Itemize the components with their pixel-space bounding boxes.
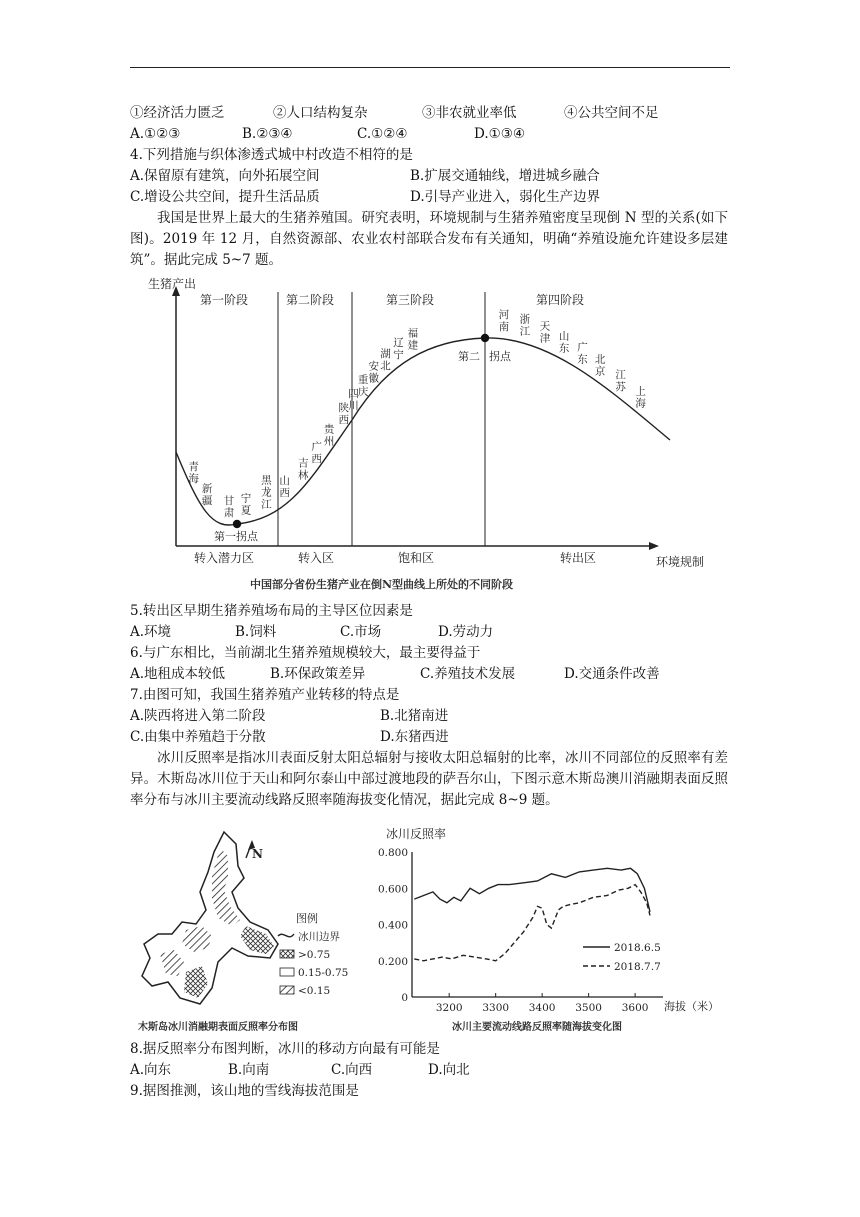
legend-high-label: >0.75: [298, 949, 331, 961]
svg-text:川: 川: [348, 400, 359, 412]
stage-label-4: 第四阶段: [536, 293, 585, 307]
province-label: [324, 422, 336, 447]
svg-text:福: 福: [407, 327, 419, 340]
svg-text:上: 上: [635, 385, 646, 398]
q7-option-c: C.由集中养殖趋于分散: [130, 729, 266, 745]
north-label: N: [252, 847, 263, 861]
first-turning-point: [233, 520, 241, 528]
legend-low-label: <0.15: [298, 985, 331, 997]
svg-text:州: 州: [323, 435, 335, 448]
q7-stem-text: 7.由图可知，我国生猪养殖产业转移的特点是: [130, 687, 400, 703]
svg-text:东: 东: [558, 342, 570, 355]
q7-option-d: D.东猪西进: [380, 729, 449, 745]
svg-text:辽: 辽: [393, 336, 404, 349]
province-label: [369, 359, 380, 384]
map-caption: 木斯岛冰川消融期表面反照率分布图: [138, 1022, 298, 1033]
svg-text:宁: 宁: [393, 348, 404, 361]
svg-text:津: 津: [539, 332, 551, 345]
svg-text:建: 建: [407, 339, 419, 352]
y-tick-label: 0: [401, 992, 408, 1004]
q8-option-d: D.向北: [428, 1062, 470, 1078]
province-label: [224, 494, 235, 519]
province-label: [520, 312, 531, 337]
zone-label-1: 转入潜力区: [194, 551, 255, 565]
x-tick-label: 3400: [528, 1002, 556, 1014]
y-tick-label: 0.400: [378, 919, 408, 932]
province-label: [540, 321, 551, 345]
legend-series-1: 2018.6.5: [614, 942, 661, 954]
province-label: [393, 337, 404, 361]
province-label: [279, 474, 290, 499]
q5-option-a: A.环境: [130, 624, 172, 640]
legend-boundary-icon: [278, 934, 294, 937]
x-tick-label: 3300: [482, 1002, 510, 1014]
svg-text:庆: 庆: [357, 385, 369, 398]
province-label: [380, 347, 391, 372]
svg-text:贵: 贵: [323, 423, 335, 436]
province-labels: [188, 309, 646, 519]
x-tick-label: 3600: [621, 1002, 649, 1014]
chart-caption: 冰川主要流动线路反照率随海拔变化图: [452, 1022, 622, 1033]
q5-option-c: C.市场: [340, 624, 382, 640]
legend-series-2: 2018.7.7: [614, 961, 661, 973]
legend-high-swatch: [280, 950, 294, 958]
province-label: [615, 369, 626, 393]
svg-text:天: 天: [539, 320, 551, 333]
province-label: [188, 460, 199, 485]
svg-text:西: 西: [279, 487, 290, 500]
figure1-caption: 中国部分省份生猪产业在倒N型曲线上所处的不同阶段: [250, 578, 514, 591]
zone-label-2: 转入区: [298, 551, 335, 565]
x-axis-label: 环境规制: [656, 555, 705, 569]
svg-text:徽: 徽: [368, 372, 379, 385]
svg-text:海: 海: [635, 397, 646, 410]
svg-text:吉: 吉: [298, 457, 309, 470]
series-line-2018-6-5: [414, 868, 650, 912]
q3-statement-2: ②人口结构复杂: [273, 105, 368, 121]
q8-stem-text: 8.据反照率分布图判断，冰川的移动方向最有可能是: [130, 1041, 440, 1057]
province-label: [298, 457, 309, 482]
svg-text:山: 山: [558, 330, 570, 343]
svg-text:黑: 黑: [261, 474, 272, 487]
q4-stem-text: 4.下列措施与织体渗透式城中村改造不相符的是: [130, 147, 413, 163]
svg-text:北: 北: [594, 353, 606, 366]
svg-text:甘: 甘: [223, 495, 235, 507]
q6-stem-text: 6.与广东相比，当前湖北生猪养殖规模较大，最主要得益于: [130, 645, 481, 661]
svg-text:青: 青: [188, 461, 199, 474]
albedo-altitude-chart: [378, 822, 738, 1038]
stage-label-1: 第一阶段: [200, 293, 249, 307]
svg-text:夏: 夏: [240, 504, 252, 517]
svg-text:湖: 湖: [380, 347, 391, 360]
legend-mid-swatch: [280, 968, 294, 976]
q6-option-a: A.地租成本较低: [130, 666, 226, 682]
q3-statement-1: ①经济活力匮乏: [130, 105, 225, 121]
q3-statement-4: ④公共空间不足: [564, 105, 659, 121]
zone-label-3: 饱和区: [398, 551, 435, 565]
q3-option-d: D.①③④: [474, 126, 525, 142]
legend-low-swatch: [280, 986, 294, 994]
svg-text:宁: 宁: [240, 492, 252, 505]
svg-text:浙: 浙: [519, 313, 531, 326]
q3-option-a: A.①②③: [130, 126, 181, 142]
province-label: [499, 309, 510, 333]
chart-y-label: 冰川反照率: [386, 827, 447, 841]
svg-text:河: 河: [498, 308, 510, 321]
q6-option-c: C.养殖技术发展: [420, 666, 516, 682]
legend-title: 图例: [296, 912, 318, 925]
province-label: [408, 326, 419, 351]
q6-option-b: B.环保政策差异: [270, 666, 366, 682]
svg-text:疆: 疆: [201, 495, 213, 507]
x-tick-label: 3200: [435, 1002, 463, 1014]
province-label: [241, 492, 252, 517]
q6-option-d: D.交通条件改善: [564, 666, 660, 682]
province-label: [261, 474, 272, 510]
q5-option-b: B.饲料: [235, 624, 277, 640]
svg-text:江: 江: [519, 325, 531, 338]
y-tick-label: 0.600: [378, 883, 408, 896]
q4-option-d: D.引导产业进入，弱化生产边界: [410, 189, 601, 205]
header-rule: [130, 67, 730, 68]
q3-option-b: B.②③④: [242, 126, 293, 142]
svg-text:江: 江: [261, 498, 272, 511]
svg-text:苏: 苏: [615, 381, 626, 394]
svg-text:林: 林: [298, 469, 309, 482]
svg-text:广: 广: [311, 440, 322, 453]
q8-option-a: A.向东: [130, 1062, 172, 1078]
svg-text:南: 南: [498, 320, 510, 333]
q7-option-b: B.北猪南进: [380, 708, 449, 724]
stage-label-3: 第三阶段: [386, 293, 435, 307]
chart-ticks: [378, 847, 648, 1014]
inverted-n-figure: [140, 270, 740, 600]
legend-mid-label: 0.15-0.75: [298, 967, 349, 979]
svg-text:西: 西: [338, 414, 349, 427]
svg-text:陕: 陕: [338, 402, 349, 415]
svg-text:龙: 龙: [261, 486, 272, 499]
y-axis-label: 生猪产出: [148, 277, 197, 291]
svg-text:东: 东: [577, 353, 588, 366]
province-label: [577, 340, 588, 365]
province-label: [559, 329, 570, 354]
q7-option-a: A.陕西将进入第二阶段: [130, 708, 266, 724]
y-tick-label: 0.200: [378, 955, 408, 968]
q4-option-c: C.增设公共空间，提升生活品质: [130, 189, 320, 205]
svg-text:海: 海: [188, 473, 199, 486]
svg-text:新: 新: [201, 483, 213, 495]
zone-label-4: 转出区: [560, 551, 597, 565]
q4-option-b: B.扩展交通轴线，增进城乡融合: [410, 168, 600, 184]
chart-x-label: 海拔（米）: [664, 1000, 719, 1013]
province-label: [358, 373, 369, 398]
glacier-albedo-map: [128, 826, 368, 1038]
svg-text:四: 四: [348, 388, 359, 400]
province-label: [202, 483, 213, 507]
intro-paragraph-glacier: 冰川反照率是指冰川表面反射太阳总辐射与接收太阳总辐射的比率，冰川不同部位的反照率有差异。木斯岛冰川位于天山和阿尔泰山中部过渡地段的萨吾尔山，下图示意木斯岛澳川消融期表面反照率分布与冰川主要流动线路反照率随海拔变化情况，据此完成 8~9 题。: [130, 750, 728, 808]
q8-option-c: C.向西: [331, 1062, 373, 1078]
y-tick-label: 0.800: [378, 847, 408, 859]
second-turning-point-label-b: 拐点: [489, 350, 511, 363]
q8-option-b: B.向南: [228, 1062, 270, 1078]
q4-option-a: A.保留原有建筑，向外拓展空间: [130, 168, 320, 184]
province-label: [595, 354, 606, 378]
q5-option-d: D.劳动力: [438, 624, 494, 640]
svg-text:肃: 肃: [223, 507, 235, 519]
q5-stem-text: 5.转出区早期生猪养殖场布局的主导区位因素是: [130, 603, 413, 619]
q3-statement-3: ③非农就业率低: [422, 105, 517, 121]
first-turning-point-label: 第一拐点: [214, 530, 258, 543]
province-label: [635, 384, 646, 409]
q3-option-c: C.①②④: [357, 126, 408, 142]
svg-text:重: 重: [357, 373, 369, 386]
q9-stem-text: 9.据图推测，该山地的雪线海拔范围是: [130, 1083, 359, 1099]
svg-text:安: 安: [368, 360, 379, 373]
x-tick-label: 3500: [575, 1002, 602, 1014]
x-axis-arrow-icon: [649, 542, 659, 550]
svg-text:山: 山: [279, 475, 290, 488]
svg-text:广: 广: [577, 341, 588, 354]
svg-text:江: 江: [615, 369, 626, 382]
svg-text:西: 西: [311, 452, 322, 465]
intro-paragraph-pig: 我国是世界上最大的生猪养殖国。研究表明，环境规制与生猪养殖密度呈现倒 N 型的关系(如下图)。2019 年 12 月，自然资源部、农业农村部联合发布有关通知，明确“养殖设施允许建设多层建筑”。据此完成 5~7 题。: [130, 210, 728, 268]
second-turning-point: [481, 334, 489, 342]
svg-text:京: 京: [594, 365, 606, 378]
stage-label-2: 第二阶段: [286, 293, 335, 307]
legend-boundary-label: 冰川边界: [298, 931, 340, 943]
second-turning-point-label-a: 第二: [458, 350, 480, 363]
province-label: [311, 440, 322, 465]
svg-text:北: 北: [380, 359, 391, 372]
